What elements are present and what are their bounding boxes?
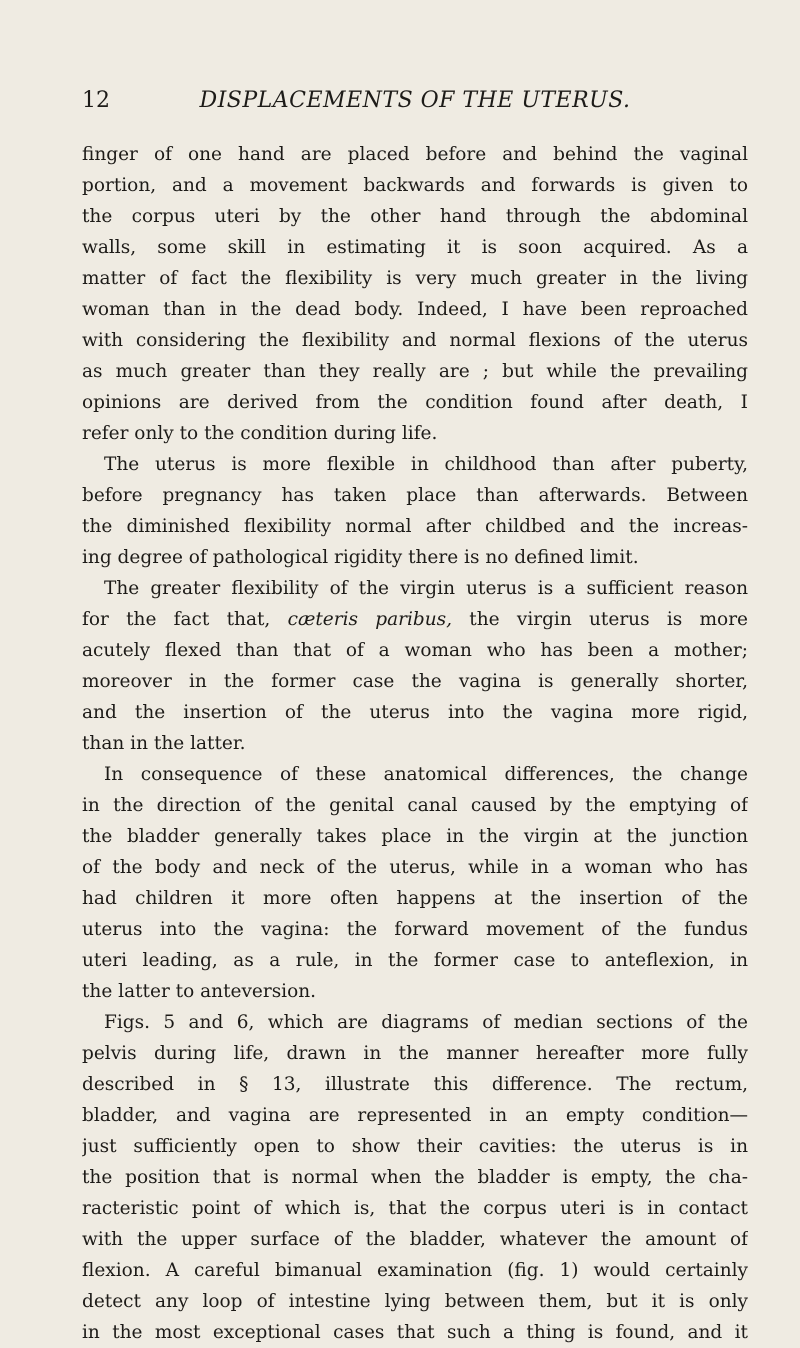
text-line: finger of one hand are placed before and behind the vaginal (82, 144, 748, 165)
paragraph-start-line: In consequence of these anatomical differences, the change (104, 764, 748, 785)
text-line: acutely flexed than that of a woman who has been a mother; (82, 640, 748, 661)
text-segment: the virgin uterus is more (469, 609, 748, 630)
body-text (82, 139, 748, 1348)
text-line: opinions are derived from the condition found after death, I (82, 392, 748, 413)
text-line: detect any loop of intestine lying between them, but it is only (82, 1291, 748, 1312)
text-line: before pregnancy has taken place than afterwards. Between (82, 485, 748, 506)
text-line: and the insertion of the uterus into the vagina more rigid, (82, 702, 748, 723)
text-line: than in the latter. (82, 733, 246, 754)
text-line: bladder, and vagina are represented in an empty condition— (82, 1105, 748, 1126)
text-line: had children it more often happens at the insertion of the (82, 888, 748, 909)
paragraph-start-line: The uterus is more flexible in childhood than after puberty, (104, 454, 748, 475)
text-line: woman than in the dead body. Indeed, I have been reproached (82, 299, 748, 320)
text-line: matter of fact the flexibility is very much greater in the living (82, 268, 748, 289)
text-line: pelvis during life, drawn in the manner hereafter more fully (82, 1043, 748, 1064)
text-line: in the direction of the genital canal caused by the emptying of (82, 795, 748, 816)
text-line: moreover in the former case the vagina is generally shorter, (82, 671, 748, 692)
text-line: with the upper surface of the bladder, whatever the amount of (82, 1229, 748, 1250)
text-line: racteristic point of which is, that the corpus uteri is in contact (82, 1198, 748, 1219)
running-head (82, 88, 748, 118)
text-line (82, 604, 748, 635)
header-title: DISPLACEMENTS OF THE UTERUS. (199, 88, 631, 113)
text-line: uteri leading, as a rule, in the former case to anteflexion, in (82, 950, 748, 971)
text-line: just sufficiently open to show their cavities: the uterus is in (82, 1136, 748, 1157)
text-line: flexion. A careful bimanual examination (fig. 1) would certainly (82, 1260, 748, 1281)
text-line: in the most exceptional cases that such a thing is found, and it (82, 1322, 748, 1343)
text-line: ing degree of pathological rigidity there is no defined limit. (82, 547, 639, 568)
text-line: of the body and neck of the uterus, while in a woman who has (82, 857, 748, 878)
text-line: the corpus uteri by the other hand through the abdominal (82, 206, 748, 227)
text-line: the position that is normal when the bladder is empty, the cha- (82, 1167, 748, 1188)
text-line: as much greater than they really are ; but while the prevailing (82, 361, 748, 382)
text-line: the bladder generally takes place in the virgin at the junction (82, 826, 748, 847)
paragraph-start-line: The greater flexibility of the virgin uterus is a sufficient reason (104, 578, 748, 599)
text-line: portion, and a movement backwards and forwards is given to (82, 175, 748, 196)
text-line: the latter to anteversion. (82, 981, 317, 1002)
latin-phrase: cæteris paribus, (287, 609, 453, 630)
text-line: walls, some skill in estimating it is soon acquired. As a (82, 237, 748, 258)
text-segment: for the fact that, (82, 609, 271, 630)
page-number: 12 (82, 88, 110, 113)
text-line: with considering the flexibility and normal flexions of the uterus (82, 330, 748, 351)
text-line: described in § 13, illustrate this difference. The rectum, (82, 1074, 748, 1095)
text-line: refer only to the condition during life. (82, 423, 438, 444)
text-line: the diminished flexibility normal after childbed and the increas- (82, 516, 748, 537)
paragraph-start-line: Figs. 5 and 6, which are diagrams of median sections of the (104, 1012, 748, 1033)
text-line: uterus into the vagina: the forward movement of the fundus (82, 919, 748, 940)
